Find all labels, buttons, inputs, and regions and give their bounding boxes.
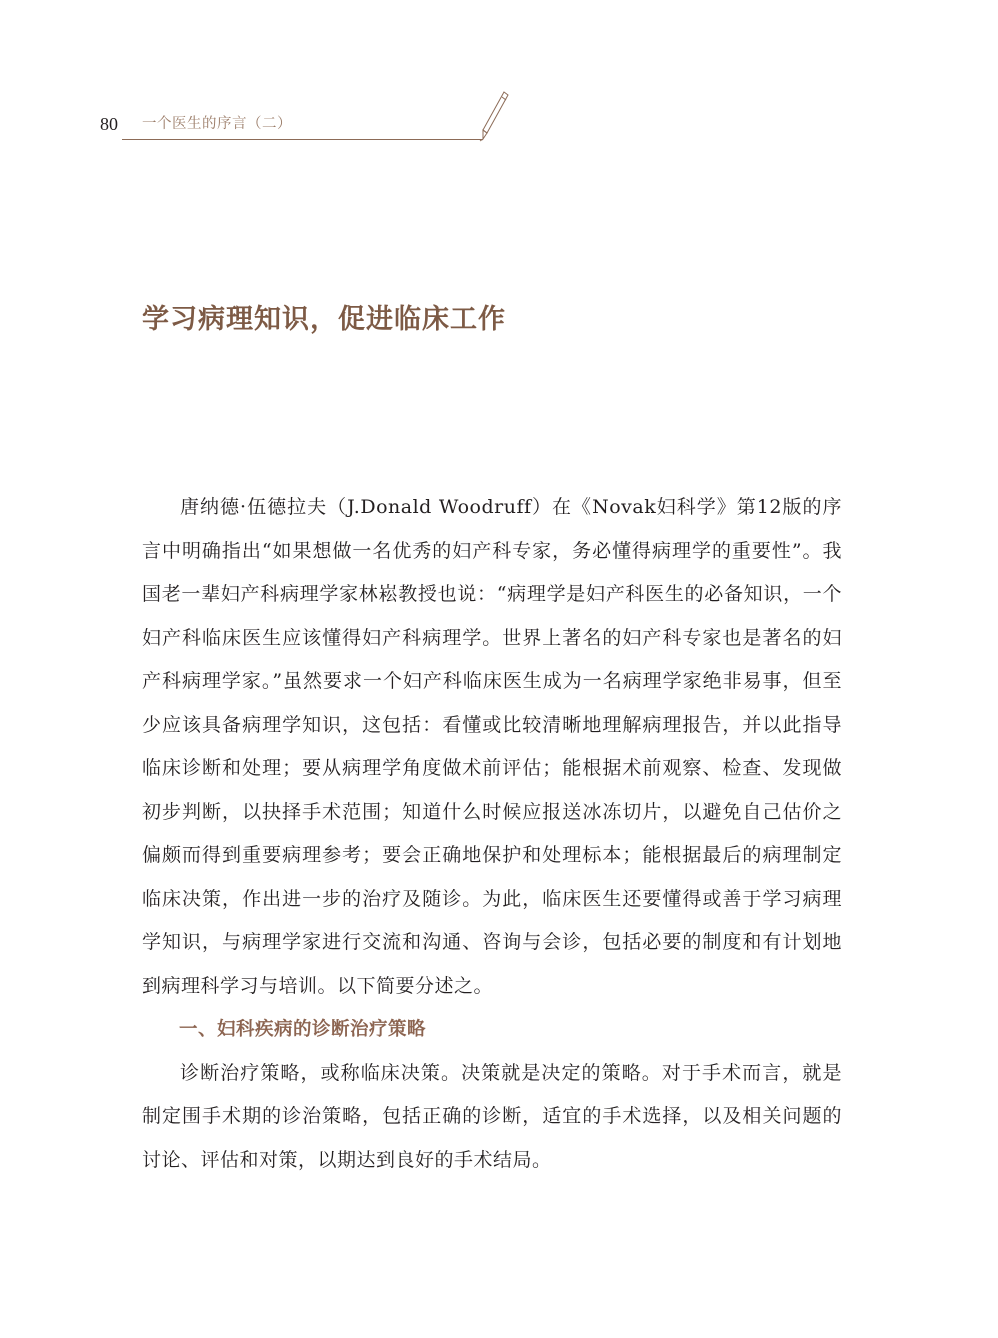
paragraph-intro: 唐纳德·伍德拉夫（J.Donald Woodruff）在《Novak妇科学》第12版的序言中明确指出“如果想做一名优秀的妇产科专家，务必懂得病理学的重要性”。我国老一辈妇产科病理学家林崧教授也说：“病理学是妇产科医生的必备知识，一个妇产科临床医生应该懂得妇产科病理学。世界上著名的妇产科专家也是著名的妇产科病理学家。”虽然要求一个妇产科临床医生成为一名病理学家绝非易事，但至少应该具备病理学知识，这包括：看懂或比较清晰地理解病理报告，并以此指导临床诊断和处理；要从病理学角度做术前评估；能根据术前观察、检查、发现做初步判断，以抉择手术范围；知道什么时候应报送冰冻切片，以避免自己估价之偏颇而得到重要病理参考；要会正确地保护和处理标本；能根据最后的病理制定临床决策，作出进一步的治疗及随诊。为此，临床医生还要懂得或善于学习病理学知识，与病理学家进行交流和沟通、咨询与会诊，包括必要的制度和有计划地到病理科学习与培训。以下简要分述之。 (142, 496, 842, 997)
pen-icon (476, 90, 510, 142)
page-number: 80 (100, 114, 118, 134)
header-rule (122, 139, 482, 140)
body-text (142, 486, 842, 1182)
page-header (100, 112, 520, 152)
chapter-title: 学习病理知识，促进临床工作 (142, 304, 506, 335)
section-heading: 一、妇科疾病的诊断治疗策略 (179, 1019, 427, 1040)
running-title: 一个医生的序言（二） (142, 116, 292, 132)
paragraph-strategy: 诊断治疗策略，或称临床决策。决策就是决定的策略。对于手术而言，就是制定围手术期的诊治策略，包括正确的诊断，适宜的手术选择，以及相关问题的讨论、评估和对策，以期达到良好的手术结局。 (142, 1061, 842, 1171)
